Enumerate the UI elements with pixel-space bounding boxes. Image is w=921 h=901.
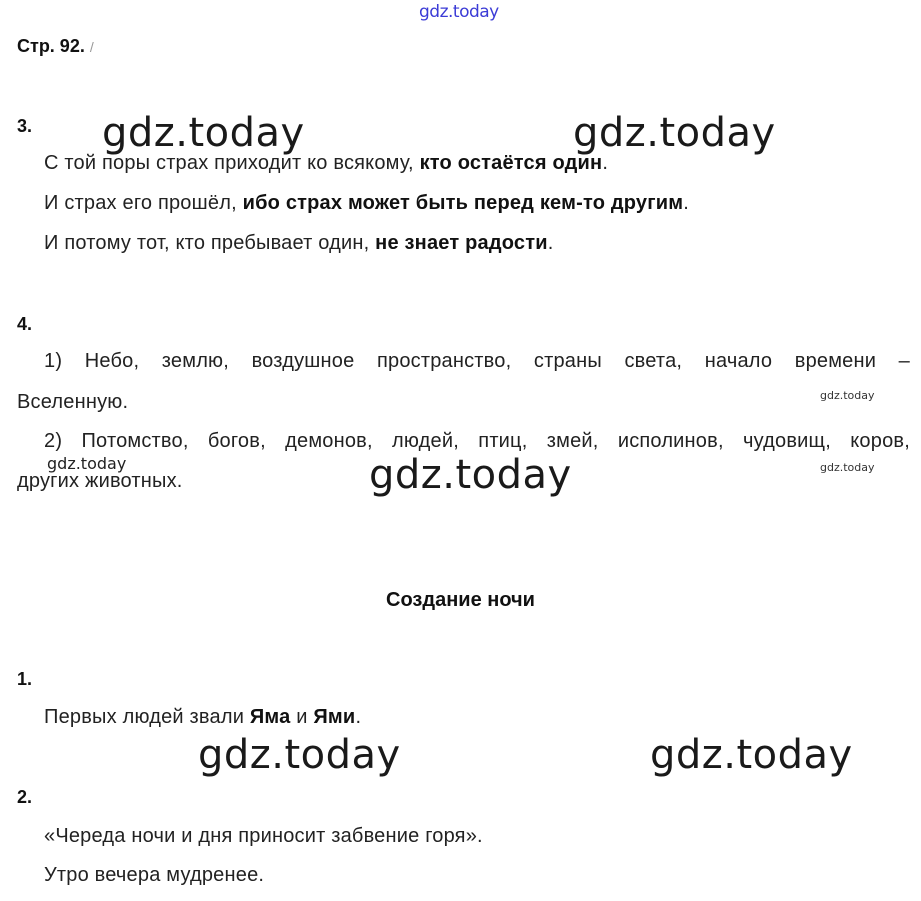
page-ref-label: Стр. 92. bbox=[17, 36, 85, 56]
bold-answer: Яма bbox=[249, 706, 291, 728]
watermark-large: gdz.today bbox=[369, 452, 572, 498]
bold-answer: ибо страх может быть перед кем-то другим bbox=[242, 192, 684, 214]
text-segment: . bbox=[547, 232, 554, 254]
text-segment: Первых людей звали bbox=[44, 706, 250, 728]
section-3-line-2 bbox=[44, 192, 689, 215]
part-2-item-2-line-2: Утро вечера мудренее. bbox=[44, 864, 265, 886]
part-2-item-1-number: 1. bbox=[17, 669, 33, 689]
watermark-top: gdz.today bbox=[419, 2, 499, 22]
part-2-item-2-line-1: «Череда ночи и дня приносит забвение горя». bbox=[44, 825, 483, 847]
watermark-small: gdz.today bbox=[820, 461, 875, 474]
section-3-number: 3. bbox=[17, 116, 33, 136]
section-3-line-1 bbox=[44, 152, 608, 175]
text-segment: и bbox=[290, 706, 314, 728]
section-4-number: 4. bbox=[17, 314, 33, 334]
text-segment: С той поры страх приходит ко всякому, bbox=[44, 152, 420, 174]
section-4-item-2-line-1: 2) Потомство, богов, демонов, людей, птиц, змей, исполинов, чудовищ, коров, bbox=[44, 430, 910, 452]
watermark-large: gdz.today bbox=[102, 110, 305, 156]
section-4-item-1-line-2: Вселенную. bbox=[17, 391, 129, 413]
part-2-item-1-text bbox=[44, 706, 361, 729]
part-2-item-2-number: 2. bbox=[17, 787, 33, 807]
watermark-medium: gdz.today bbox=[47, 454, 127, 473]
page-reference bbox=[17, 36, 94, 57]
bold-answer: Ями bbox=[313, 706, 356, 728]
watermark-large: gdz.today bbox=[573, 110, 776, 156]
text-segment: И потому тот, кто пребывает один, bbox=[44, 232, 376, 254]
watermark-large: gdz.today bbox=[650, 732, 853, 778]
section-4-item-1-line-1: 1) Небо, землю, воздушное пространство, страны света, начало времени – bbox=[44, 350, 910, 372]
text-segment: . bbox=[355, 706, 362, 728]
watermark-large: gdz.today bbox=[198, 732, 401, 778]
section-3-line-3 bbox=[44, 232, 553, 255]
text-segment: . bbox=[602, 152, 609, 174]
watermark-small: gdz.today bbox=[820, 389, 875, 402]
section-4-item-2-line-2: других животных. bbox=[17, 470, 183, 492]
text-segment: . bbox=[683, 192, 690, 214]
text-segment: И страх его прошёл, bbox=[44, 192, 243, 214]
page-ref-mark: / bbox=[89, 39, 94, 55]
bold-answer: не знает радости bbox=[375, 232, 548, 254]
section-subtitle: Создание ночи bbox=[386, 589, 535, 611]
bold-answer: кто остаётся один bbox=[419, 152, 603, 174]
